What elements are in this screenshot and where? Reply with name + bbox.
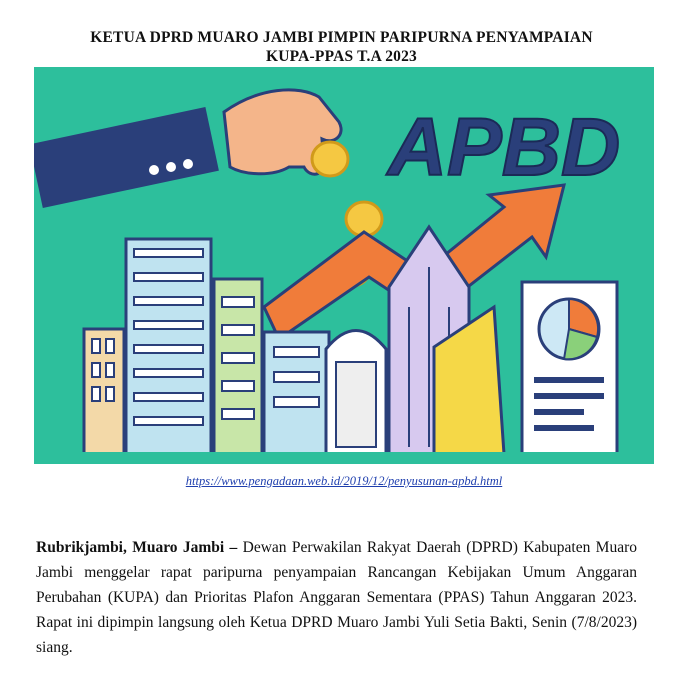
article-title-line1: KETUA DPRD MUARO JAMBI PIMPIN PARIPURNA PENYAMPAIAN — [90, 29, 593, 46]
image-source-link[interactable]: https://www.pengadaan.web.id/2019/12/penyusunan-apbd.html — [185, 474, 503, 488]
article-title-line2: KUPA-PPAS T.A 2023 — [266, 48, 417, 65]
article-paragraph: Dewan Perwakilan Rakyat Daerah (DPRD) Kabupaten Muaro Jambi menggelar rapat paripurna penyampaian Rancangan Kebijakan Umum Anggaran Perubahan (KUPA) dan Prioritas Plafon Anggaran Sementara (PPAS) Tahun Anggaran 2023. Rapat ini dipimpin langsung oleh Ketua DPRD Muaro Jambi Yuli Setia Bakti, Senin (7/8/2023) siang. — [36, 539, 637, 656]
apbd-illustration — [34, 67, 654, 464]
article-lead: Rubrikjambi, Muaro Jambi – — [36, 539, 238, 556]
apbd-label: APBD — [387, 102, 621, 193]
article-title — [20, 28, 663, 66]
article-body — [36, 535, 637, 660]
